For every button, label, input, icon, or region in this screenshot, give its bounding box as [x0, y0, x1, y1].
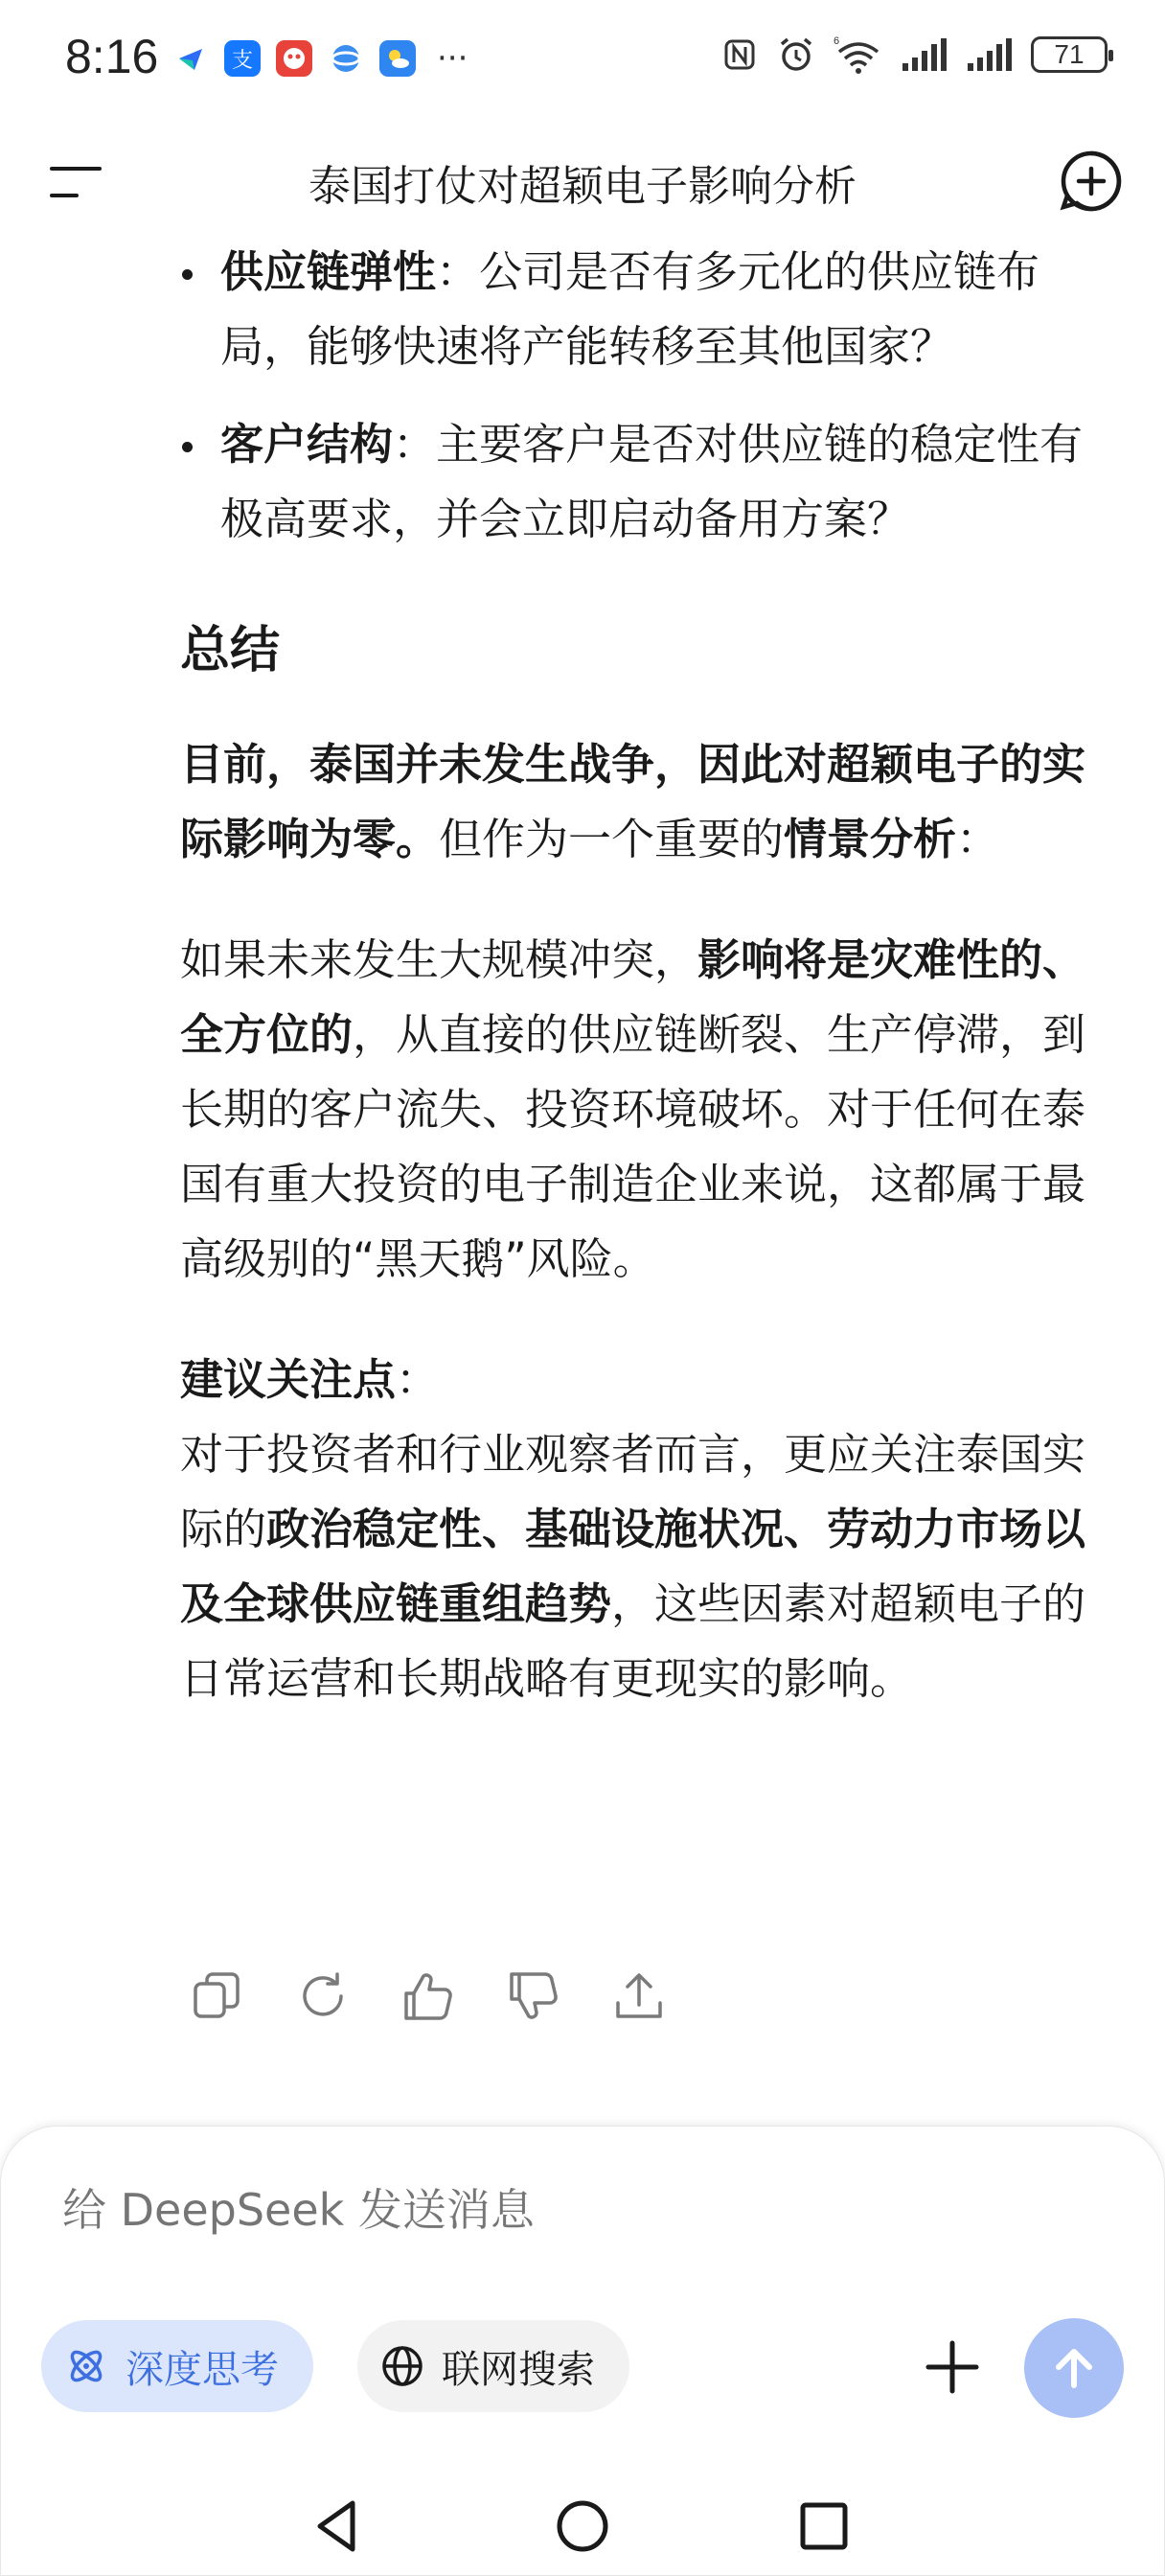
page-title: 泰国打仗对超颖电子影响分析 — [308, 162, 857, 211]
list-item-title: 客户结构 — [220, 419, 394, 470]
plus-icon — [921, 2335, 984, 2399]
signal-icon — [966, 36, 1014, 73]
battery-indicator — [1031, 36, 1108, 73]
suggestion-colon: ： — [396, 1354, 440, 1405]
nfc-icon — [720, 35, 759, 74]
home-button[interactable] — [552, 2496, 613, 2557]
suggestion-paragraph — [180, 1343, 1109, 1716]
globe-icon — [380, 2344, 424, 2388]
battery-level: 71 — [1054, 39, 1085, 69]
notification-icons — [172, 40, 468, 77]
impact-paragraph — [180, 923, 1109, 1297]
impact-text-2: ，从直接的供应链断裂、生产停滞，到长期的客户流失、投资环境破坏。对于任何在泰国有重大投资的电子制造企业来说，这都属于最高级别的“黑天鹅”风险。 — [180, 1009, 1086, 1284]
suggestion-text: 对于投资者和行业观察者而言，更应关注泰国实际的 — [180, 1429, 1086, 1554]
deep-think-label: 深度思考 — [126, 2347, 279, 2392]
alarm-icon — [776, 34, 816, 75]
arrow-up-icon — [1047, 2341, 1101, 2395]
like-button[interactable] — [399, 1966, 458, 2026]
thumbs-up-icon — [402, 1970, 454, 2022]
svg-text:6: 6 — [834, 35, 840, 47]
impact-emphasis: 影响将是灾难性的、全方位的 — [180, 934, 1086, 1060]
weather-icon — [379, 40, 416, 77]
dislike-button[interactable] — [504, 1966, 563, 2026]
assistant-message — [180, 235, 1109, 1762]
new-chat-button[interactable] — [1060, 150, 1123, 213]
wifi-6-icon — [834, 34, 883, 75]
status-time: 8:16 — [65, 30, 159, 83]
impact-text: 如果未来发生大规模冲突， — [180, 934, 698, 985]
summary-emphasis-2: 情景分析 — [784, 814, 957, 864]
more-notifications-icon: ··· — [437, 39, 468, 78]
browser-icon — [328, 40, 364, 77]
summary-emphasis: 目前，泰国并未发生战争，因此对超颖电子的实际影响为零。 — [180, 739, 1086, 864]
new-chat-icon — [1060, 150, 1123, 213]
copy-icon — [192, 1970, 243, 2022]
list-item — [180, 407, 1109, 557]
list-item-text: ：公司是否有多元化的供应链布局，能够快速将产能转移至其他国家？ — [220, 246, 1040, 372]
section-heading: 总结 — [180, 622, 281, 679]
chat-header — [0, 123, 1165, 228]
regenerate-button[interactable] — [293, 1966, 353, 2026]
back-button[interactable] — [308, 2496, 370, 2557]
regenerate-icon — [297, 1970, 349, 2022]
web-search-label: 联网搜索 — [442, 2347, 595, 2392]
summary-colon: ： — [956, 814, 1000, 864]
list-item — [180, 235, 1109, 384]
thumbs-down-icon — [508, 1970, 560, 2022]
message-actions — [188, 1966, 669, 2026]
send-button[interactable] — [1024, 2318, 1124, 2418]
suggestion-emphasis: 政治稳定性、基础设施状况、劳动力市场以及全球供应链重组趋势 — [180, 1504, 1086, 1629]
game-icon — [276, 40, 312, 77]
recents-square-icon — [793, 2496, 855, 2557]
feishu-icon — [172, 40, 209, 77]
recents-button[interactable] — [793, 2496, 855, 2557]
list-item-title: 供应链弹性 — [220, 246, 437, 297]
suggestion-label: 建议关注点 — [180, 1354, 397, 1405]
alipay-icon: 支 — [224, 40, 261, 77]
copy-button[interactable] — [188, 1966, 247, 2026]
system-icons — [720, 34, 1108, 75]
attach-button[interactable] — [921, 2335, 984, 2399]
message-input[interactable] — [62, 2184, 925, 2236]
web-search-toggle[interactable] — [357, 2320, 629, 2412]
share-button[interactable] — [609, 1966, 669, 2026]
status-bar — [0, 0, 1165, 115]
summary-text: 但作为一个重要的 — [439, 814, 785, 864]
back-triangle-icon — [308, 2496, 370, 2557]
system-nav-bar — [0, 2478, 1165, 2574]
list-item-text: ：主要客户是否对供应链的稳定性有极高要求，并会立即启动备用方案？ — [220, 419, 1084, 544]
home-circle-icon — [552, 2496, 613, 2557]
share-icon — [613, 1970, 665, 2022]
atom-icon — [64, 2344, 108, 2388]
signal-icon — [901, 36, 948, 73]
deep-think-toggle[interactable] — [41, 2320, 313, 2412]
suggestion-text-2: ，这些因素对超颖电子的日常运营和长期战略有更现实的影响。 — [180, 1578, 1086, 1704]
summary-paragraph — [180, 727, 1109, 877]
